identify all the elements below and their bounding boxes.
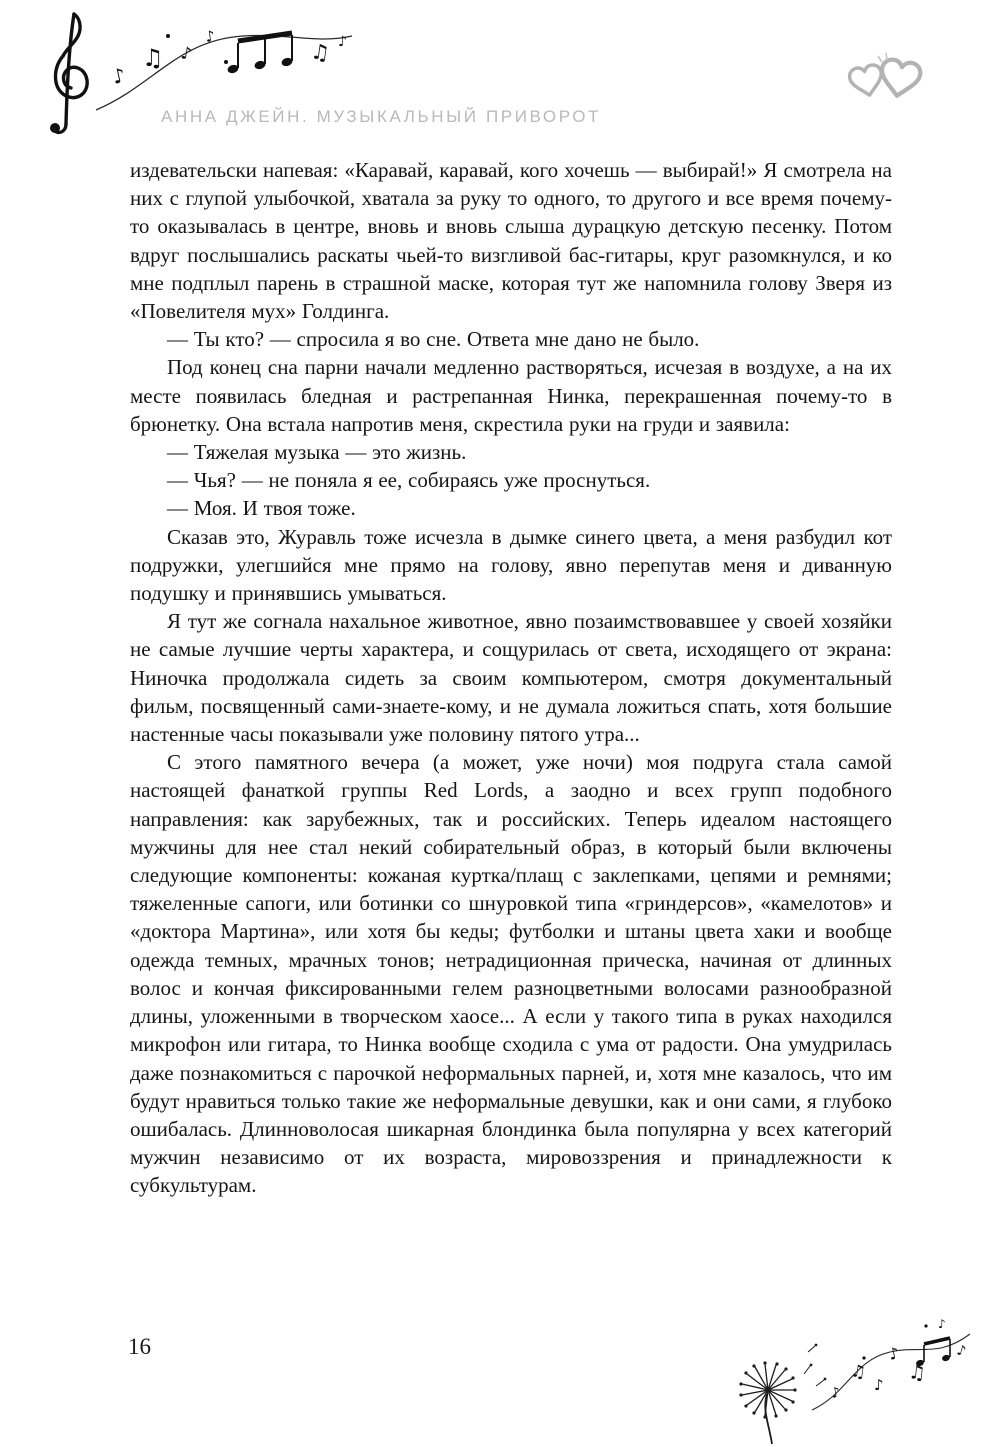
note-dot [862,1356,865,1359]
eighth-note-icon: ♪ [829,1384,842,1402]
paragraph: Сказав это, Журавль тоже исчезла в дымке синего цвета, а меня разбудил кот подружки, улегшийся мне прямо на голову, явно перепутав меня и диванную подушку и принявшись умываться. [130,524,892,606]
beamed-note-icon: ♫ [849,1361,868,1384]
paragraph: Я тут же согнала нахальное животное, явно позаимствовавшее у своей хозяйки не самые лучшие черты характера, и сощурилась от света, исходящего от экрана: Ниночка продолжала сидеть за своим компьютером, смотря документальный фильм, посвященный сами-знаете-кому, и не думала ложиться спать, хотя большие настенные часы показывали уже половину пятого утра... [130,609,892,747]
dandelion-icon [739,1344,826,1444]
dandelion-notes-decoration-icon [712,1302,980,1445]
paragraph: издевательски напевая: «Каравай, каравай, кого хочешь — выбирай!» Я смотрела на них с глупой улыбочкой, хватала за руку то одного, то другого и все время почему-то оказывалась в центре, вновь и вновь слыша дурацкую детскую песенку. Потом вдруг послышались раскаты чьей-то визгливой бас-гитары, круг разомкнулся, и ко мне подплыл парень в страшной маске, которая тут же напомнила голову Зверя из «Повелителя мух» Голдинга. [130,158,892,324]
beamed-note-icon: ♫ [142,44,164,72]
hearts-decoration-icon [842,50,942,118]
beamed-note-icon: ♫ [309,39,332,66]
beamed-note-icon: ♫ [907,1361,927,1385]
paragraph-dialogue: — Ты кто? — спросила я во сне. Ответа мне дано не было. [167,327,700,352]
paragraph: С этого памятного вечера (а может, уже ночи) моя подруга стала самой настоящей фанаткой группы Red Lords, а заодно и всех групп подобного направления: как зарубежных, так и российских. Теперь идеалом настоящего мужчины для нее стал некий собирательный образ, в который были включены следующие компоненты: кожаная куртка/плащ с заклепками, цепями и ремнями; тяжеленные сапоги, или ботинки со шнуровкой типа «гриндерсов», «камелотов» и «доктора Мартина», или хотя бы кеды; футболки и штаны цвета хаки и вообще одежда темных, мрачных тонов; нетрадиционная прическа, начиная от длинных волос и кончая фиксированными гелем разноцветными волосами разнообразной длины, уложенными в творческом хаосе... А если у такого типа в руках находился микрофон или гитара, то Нинка вообще сходила с ума от радости. Она умудрилась даже познакомиться с парочкой неформальных парней, и, хотя мне казалось, что им будут нравиться только такие же неформальные девушки, как и они сами, я глубоко ошибалась. Длинноволосая шикарная блондинка была популярна у всех категорий мужчин независимо от их возраста, мировоззрения и принадлежности к субкультурам. [130,750,892,1198]
note-dot [166,34,170,38]
text-body [130,156,892,1200]
page-number: 16 [128,1334,151,1359]
eighth-note-icon: ♪ [874,1376,884,1394]
eighth-note-icon: ♪ [338,34,347,50]
note-dot [924,1324,927,1327]
treble-clef-icon [50,14,87,133]
paragraph-dialogue: — Чья? — не поняла я ее, собираясь уже проснуться. [167,468,651,493]
paragraph-dialogue: — Тяжелая музыка — это жизнь. [167,440,467,465]
running-header: АННА ДЖЕЙН. МУЗЫКАЛЬНЫЙ ПРИВОРОТ [161,107,602,126]
note-dot [224,60,228,64]
eighth-note-icon: ♪ [955,1342,968,1361]
music-notes-flourish-icon [38,6,360,164]
eighth-note-icon: ♪ [886,1343,901,1364]
eighth-note-icon: ♪ [204,26,217,46]
eighth-note-icon: ♪ [179,43,194,65]
floating-seeds [804,1344,826,1386]
paragraph-dialogue: — Моя. И твоя тоже. [167,496,356,521]
paragraph: Под конец сна парни начали медленно растворяться, исчезая в воздухе, а на их месте появилась бледная и растрепанная Нинка, перекрашенная почему-то в брюнетку. Она встала напротив меня, скрестила руки на груди и заявила: [130,355,892,436]
heart-icon [848,63,885,98]
eighth-note-icon: ♪ [110,62,128,89]
beamed-notes-icon [227,33,294,74]
eighth-note-icon: ♪ [938,1317,946,1331]
heart-icon [878,58,922,99]
